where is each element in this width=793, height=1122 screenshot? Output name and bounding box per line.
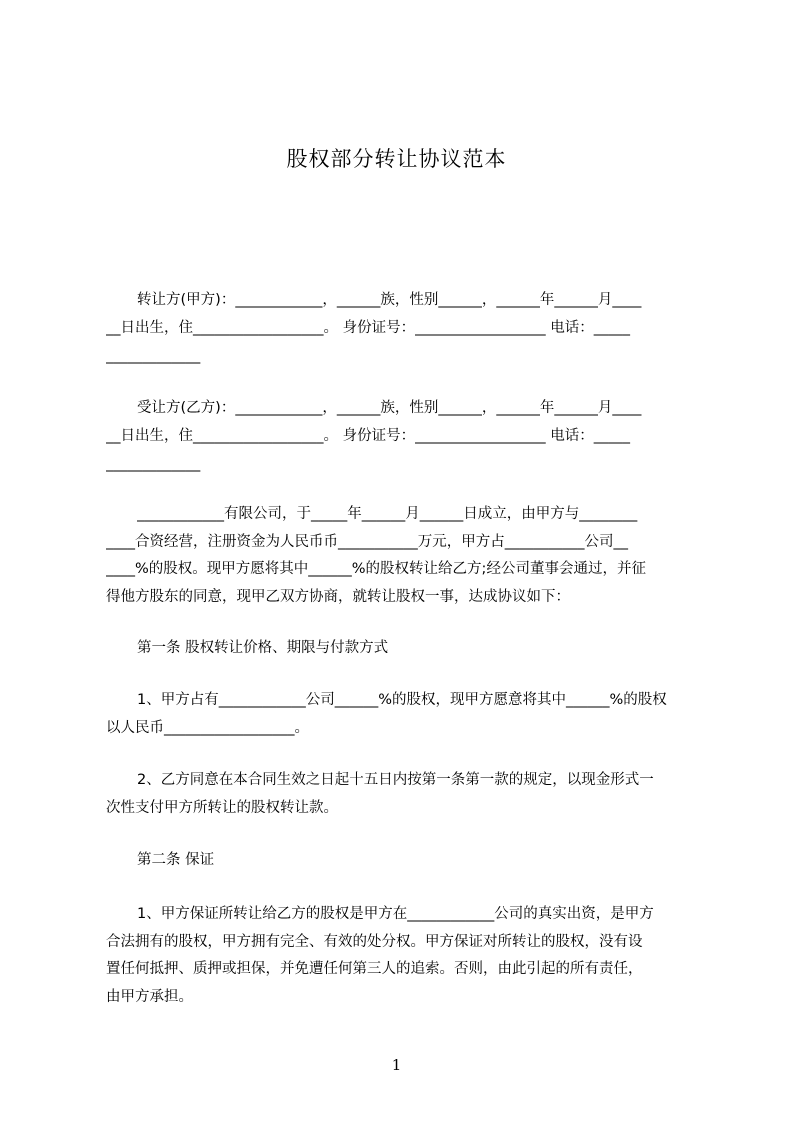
- article-2-clause-1-line-4: 由甲方承担。: [106, 989, 193, 1005]
- article-1-clause-1-line-1: 1、甲方占有____________公司______%的股权，现甲方愿意将其中______%的股权: [137, 692, 667, 708]
- transferee-line-2: __日出生，住__________________。 身份证号：__________________ 电话：_____: [106, 428, 630, 444]
- page-number: 1: [391, 1056, 402, 1074]
- preamble-line-2: ____合资经营，注册资金为人民币币___________万元，甲方占___________公司__: [106, 534, 628, 550]
- document-title: 股权部分转让协议范本: [286, 147, 507, 171]
- article-2-clause-1-line-2: 合法拥有的股权，甲方拥有完全、有效的处分权。甲方保证对所转让的股权，没有设: [106, 934, 643, 950]
- transferor-line-2: __日出生，住__________________。 身份证号：__________________ 电话：_____: [106, 320, 630, 336]
- transferor-line-1: 转让方(甲方)：____________，______族，性别______，______年______月____: [137, 292, 642, 308]
- article-2-clause-1-line-3: 置任何抵押、质押或担保，并免遭任何第三人的追索。否则，由此引起的所有责任，: [106, 961, 643, 977]
- article-1-heading: 第一条 股权转让价格、期限与付款方式: [137, 640, 389, 656]
- article-2-clause-1-line-1: 1、甲方保证所转让给乙方的股权是甲方在____________公司的真实出资，是甲方: [137, 906, 654, 922]
- preamble-line-1: ____________有限公司，于_____年______月______日成立，由甲方与________: [137, 506, 638, 522]
- article-1-clause-2-line-2: 次性支付甲方所转让的股权转让款。: [106, 800, 338, 816]
- transferee-line-1: 受让方(乙方)：____________，______族，性别______，______年______月____: [137, 400, 642, 416]
- transferee-line-3: _____________: [106, 456, 201, 472]
- article-1-clause-2-line-1: 2、乙方同意在本合同生效之日起十五日内按第一条第一款的规定，以现金形式一: [137, 772, 654, 788]
- transferor-line-3: _____________: [106, 348, 201, 364]
- preamble-line-4: 得他方股东的同意，现甲乙双方协商，就转让股权一事，达成协议如下：: [106, 589, 570, 605]
- preamble-line-3: ____%的股权。现甲方愿将其中______%的股权转让给乙方;经公司董事会通过，并征: [106, 561, 646, 577]
- article-1-clause-1-line-2: 以人民币__________________。: [106, 720, 309, 736]
- article-2-heading: 第二条 保证: [137, 852, 215, 868]
